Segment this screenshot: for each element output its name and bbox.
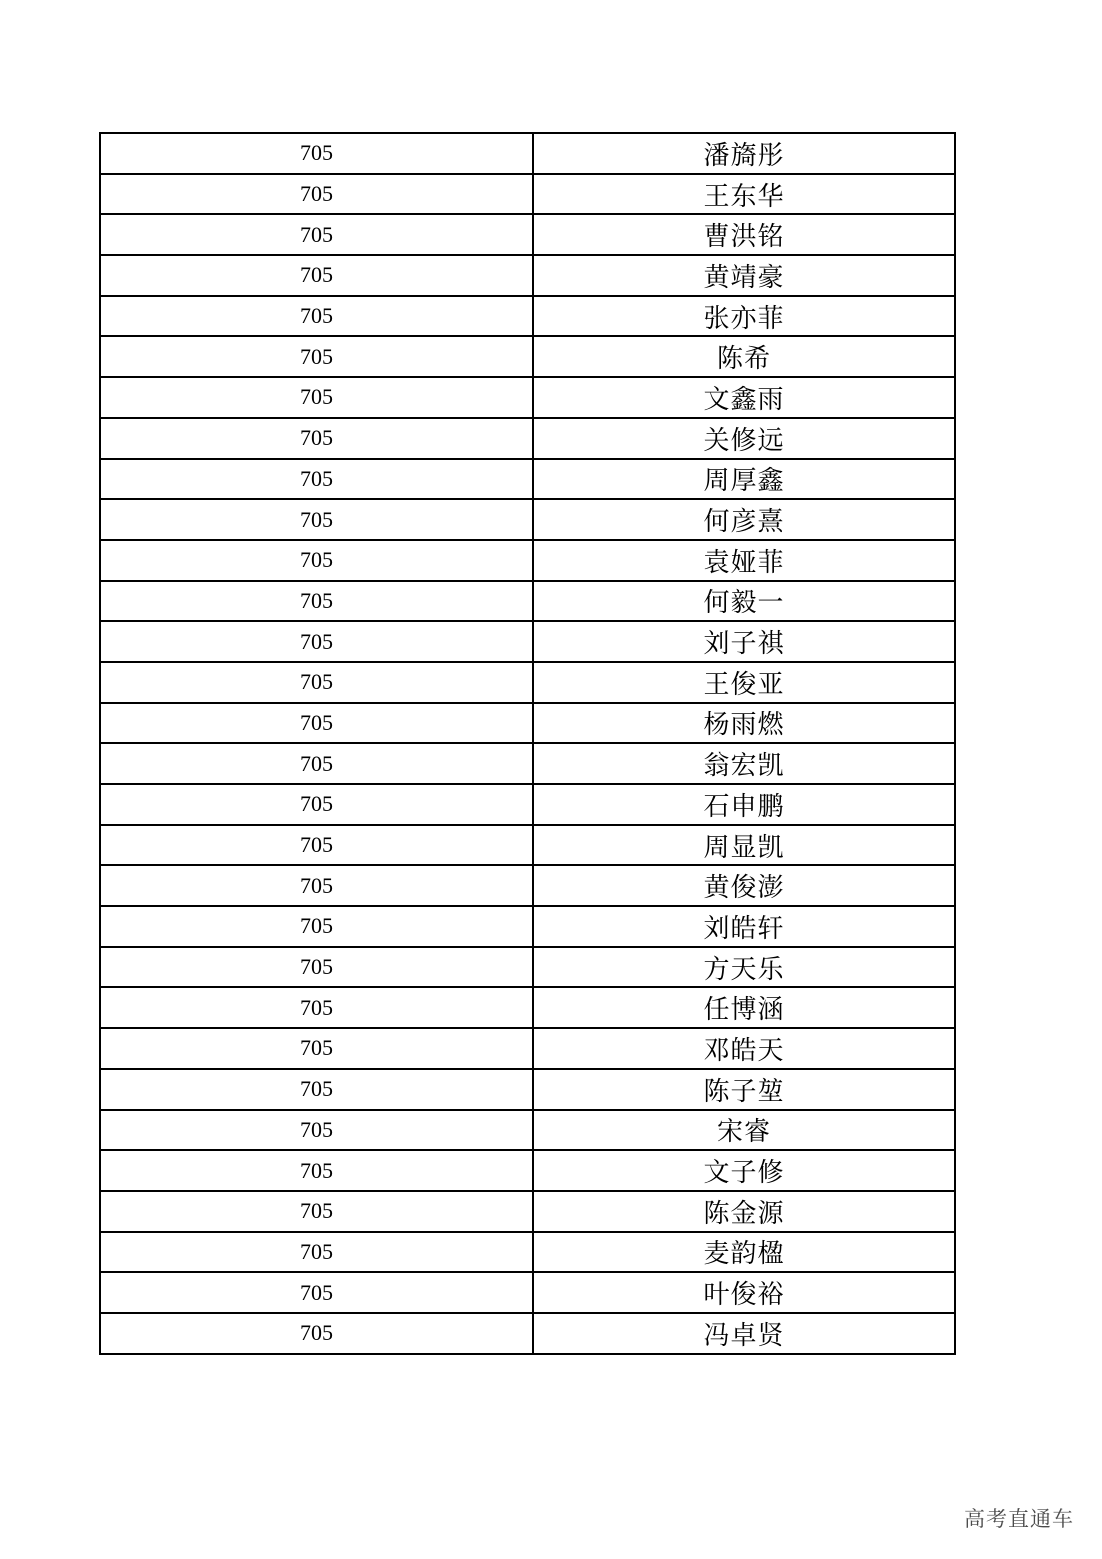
- table-row: [100, 865, 955, 906]
- table-row: [100, 825, 955, 866]
- name-cell: 杨雨燃: [533, 703, 955, 744]
- score-cell: 705: [100, 418, 533, 459]
- name-cell: 黄俊澎: [533, 865, 955, 906]
- table-row: [100, 1313, 955, 1354]
- table-row: [100, 296, 955, 337]
- name-cell: 翁宏凯: [533, 743, 955, 784]
- score-cell: 705: [100, 377, 533, 418]
- score-cell: 705: [100, 1110, 533, 1151]
- table-row: [100, 377, 955, 418]
- table-row: [100, 784, 955, 825]
- table-row: [100, 336, 955, 377]
- table-row: [100, 703, 955, 744]
- score-cell: 705: [100, 214, 533, 255]
- score-cell: 705: [100, 581, 533, 622]
- name-cell: 任博涵: [533, 987, 955, 1028]
- name-cell: 关修远: [533, 418, 955, 459]
- table-row: [100, 1272, 955, 1313]
- table-body: [100, 133, 955, 1354]
- score-cell: 705: [100, 1313, 533, 1354]
- table-row: [100, 743, 955, 784]
- name-cell: 文鑫雨: [533, 377, 955, 418]
- name-cell: 何彦熹: [533, 499, 955, 540]
- score-cell: 705: [100, 987, 533, 1028]
- score-cell: 705: [100, 296, 533, 337]
- name-cell: 何毅一: [533, 581, 955, 622]
- score-cell: 705: [100, 1069, 533, 1110]
- table-row: [100, 540, 955, 581]
- score-cell: 705: [100, 621, 533, 662]
- score-cell: 705: [100, 947, 533, 988]
- table-row: [100, 581, 955, 622]
- name-cell: 王俊亚: [533, 662, 955, 703]
- score-cell: 705: [100, 865, 533, 906]
- table-row: [100, 133, 955, 174]
- score-cell: 705: [100, 1272, 533, 1313]
- table-row: [100, 987, 955, 1028]
- table-row: [100, 662, 955, 703]
- score-cell: 705: [100, 1191, 533, 1232]
- score-cell: 705: [100, 174, 533, 215]
- table-row: [100, 1110, 955, 1151]
- name-cell: 张亦菲: [533, 296, 955, 337]
- table-row: [100, 214, 955, 255]
- name-cell: 王东华: [533, 174, 955, 215]
- score-cell: 705: [100, 1150, 533, 1191]
- score-cell: 705: [100, 133, 533, 174]
- name-cell: 陈希: [533, 336, 955, 377]
- score-cell: 705: [100, 743, 533, 784]
- name-cell: 曹洪铭: [533, 214, 955, 255]
- name-cell: 周厚鑫: [533, 459, 955, 500]
- name-cell: 麦韵楹: [533, 1232, 955, 1273]
- score-cell: 705: [100, 1232, 533, 1273]
- name-cell: 刘皓轩: [533, 906, 955, 947]
- table-row: [100, 906, 955, 947]
- table-row: [100, 1028, 955, 1069]
- name-cell: 刘子祺: [533, 621, 955, 662]
- name-cell: 陈金源: [533, 1191, 955, 1232]
- table-row: [100, 418, 955, 459]
- score-table: [99, 132, 956, 1355]
- table-row: [100, 1150, 955, 1191]
- score-cell: 705: [100, 459, 533, 500]
- score-cell: 705: [100, 1028, 533, 1069]
- table-row: [100, 621, 955, 662]
- score-cell: 705: [100, 703, 533, 744]
- score-cell: 705: [100, 336, 533, 377]
- name-cell: 周显凯: [533, 825, 955, 866]
- table-row: [100, 174, 955, 215]
- score-cell: 705: [100, 825, 533, 866]
- table-row: [100, 1232, 955, 1273]
- name-cell: 方天乐: [533, 947, 955, 988]
- name-cell: 潘旖彤: [533, 133, 955, 174]
- name-cell: 邓皓天: [533, 1028, 955, 1069]
- score-cell: 705: [100, 540, 533, 581]
- name-cell: 黄靖豪: [533, 255, 955, 296]
- name-cell: 冯卓贤: [533, 1313, 955, 1354]
- score-cell: 705: [100, 784, 533, 825]
- table-row: [100, 947, 955, 988]
- name-cell: 叶俊裕: [533, 1272, 955, 1313]
- name-cell: 文子修: [533, 1150, 955, 1191]
- watermark-text: 高考直通车: [964, 1507, 1074, 1531]
- table-row: [100, 1069, 955, 1110]
- name-cell: 石申鹏: [533, 784, 955, 825]
- score-cell: 705: [100, 906, 533, 947]
- table-row: [100, 459, 955, 500]
- table-row: [100, 499, 955, 540]
- name-cell: 宋睿: [533, 1110, 955, 1151]
- name-cell: 袁娅菲: [533, 540, 955, 581]
- table-row: [100, 1191, 955, 1232]
- name-cell: 陈子堃: [533, 1069, 955, 1110]
- table-row: [100, 255, 955, 296]
- score-cell: 705: [100, 499, 533, 540]
- score-cell: 705: [100, 662, 533, 703]
- score-cell: 705: [100, 255, 533, 296]
